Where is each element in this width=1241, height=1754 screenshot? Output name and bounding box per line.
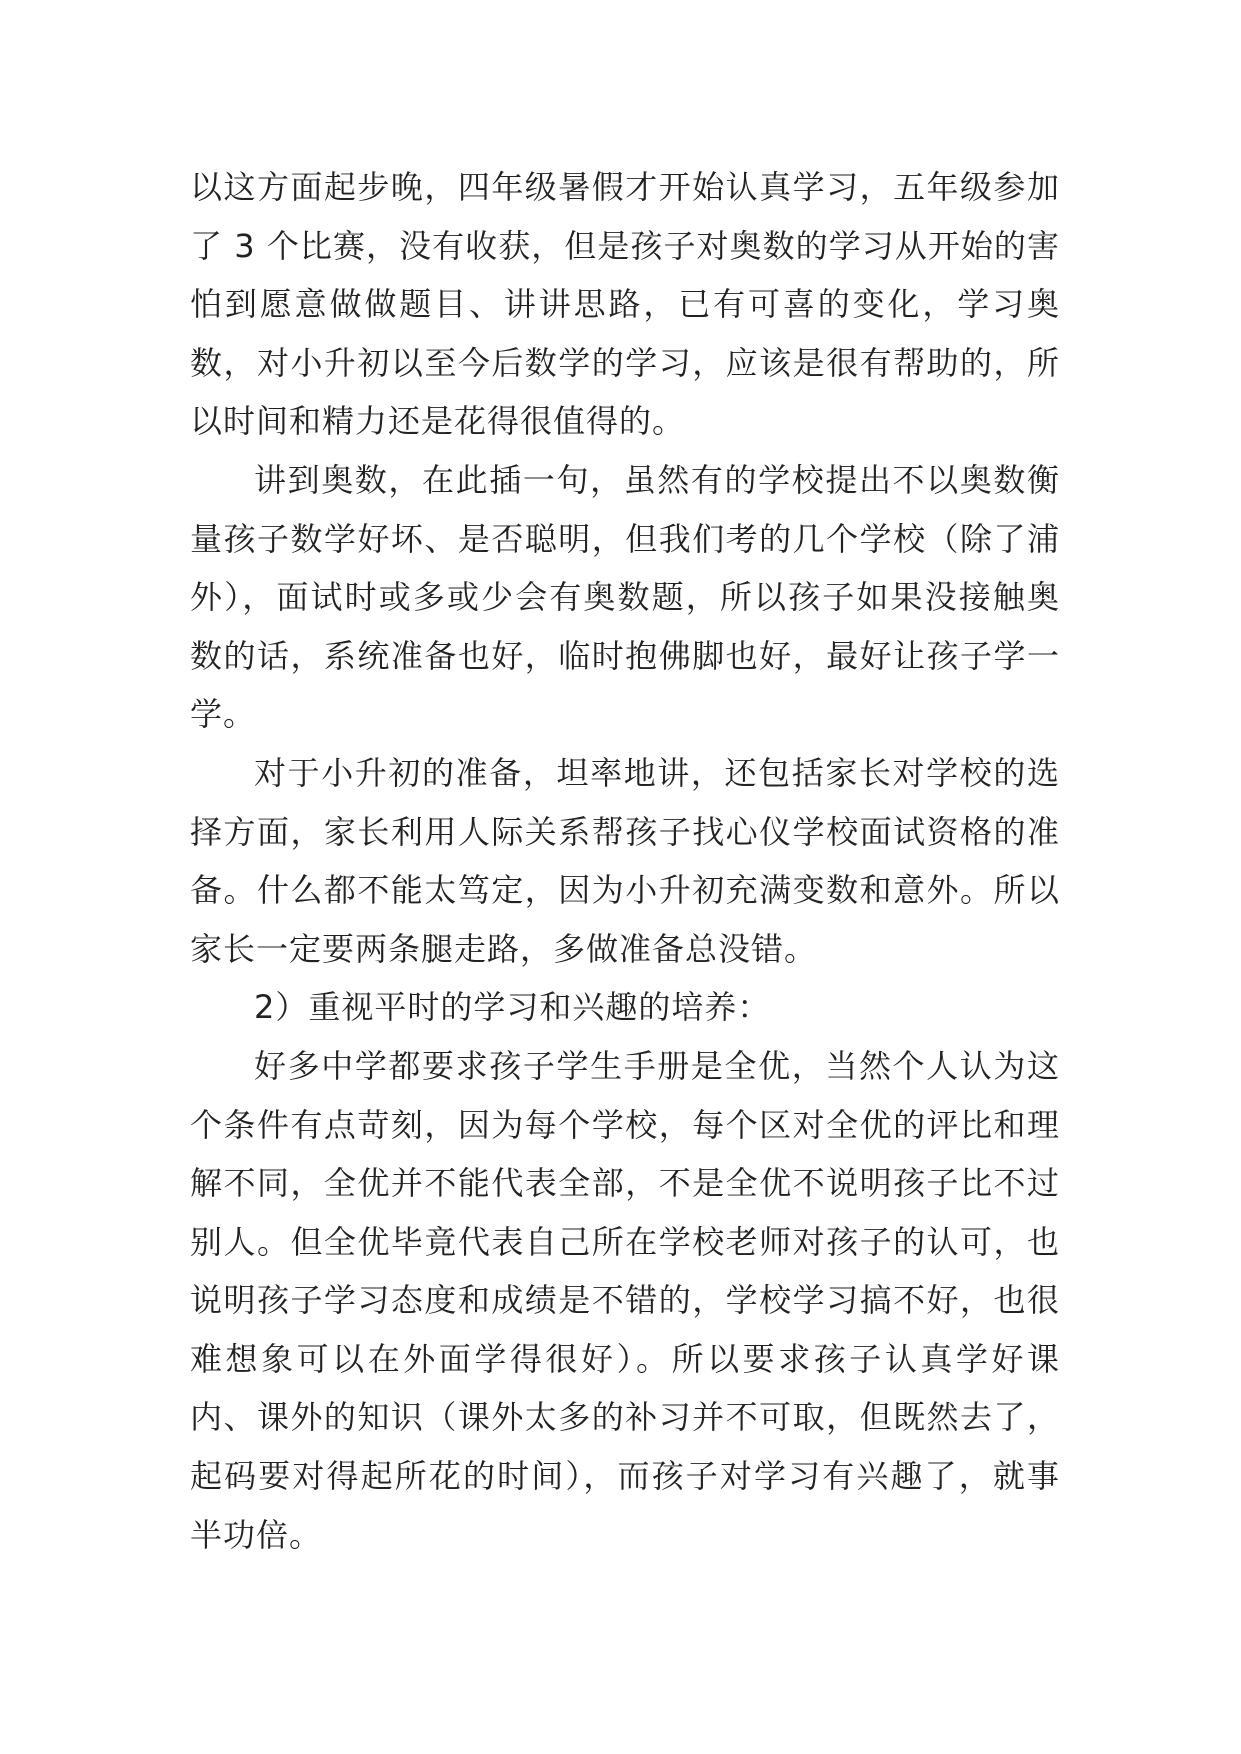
- paragraph-1: 以这方面起步晚，四年级暑假才开始认真学习，五年级参加了 3 个比赛，没有收获，但是孩子对奥数的学习从开始的害怕到愿意做做题目、讲讲思路，已有可喜的变化，学习奥数，对小升初以至今后数学的学习，应该是很有帮助的，所以时间和精力还是花得很值得的。: [190, 168, 1060, 441]
- paragraph-5: 好多中学都要求孩子学生手册是全优，当然个人认为这个条件有点苛刻，因为每个学校，每个区对全优的评比和理解不同，全优并不能代表全部，不是全优不说明孩子比不过别人。但全优毕竟代表自己所在学校老师对孩子的认可，也说明孩子学习态度和成绩是不错的，学校学习搞不好，也很难想象可以在外面学得很好）。所以要求孩子认真学好课内、课外的知识（课外太多的补习并不可取，但既然去了，起码要对得起所花的时间），而孩子对学习有兴趣了，就事半功倍。: [190, 1046, 1060, 1554]
- paragraph-3: 对于小升初的准备，坦率地讲，还包括家长对学校的选择方面，家长利用人际关系帮孩子找心仪学校面试资格的准备。什么都不能太笃定，因为小升初充满变数和意外。所以家长一定要两条腿走路，多做准备总没错。: [190, 753, 1060, 968]
- paragraph-2: 讲到奥数，在此插一句，虽然有的学校提出不以奥数衡量孩子数学好坏、是否聪明，但我们考的几个学校（除了浦外），面试时或多或少会有奥数题，所以孩子如果没接触奥数的话，系统准备也好，临时抱佛脚也好，最好让孩子学一学。: [190, 460, 1060, 734]
- paragraph-4-heading: 2）重视平时的学习和兴趣的培养：: [254, 988, 771, 1027]
- body-text: [190, 158, 1060, 1564]
